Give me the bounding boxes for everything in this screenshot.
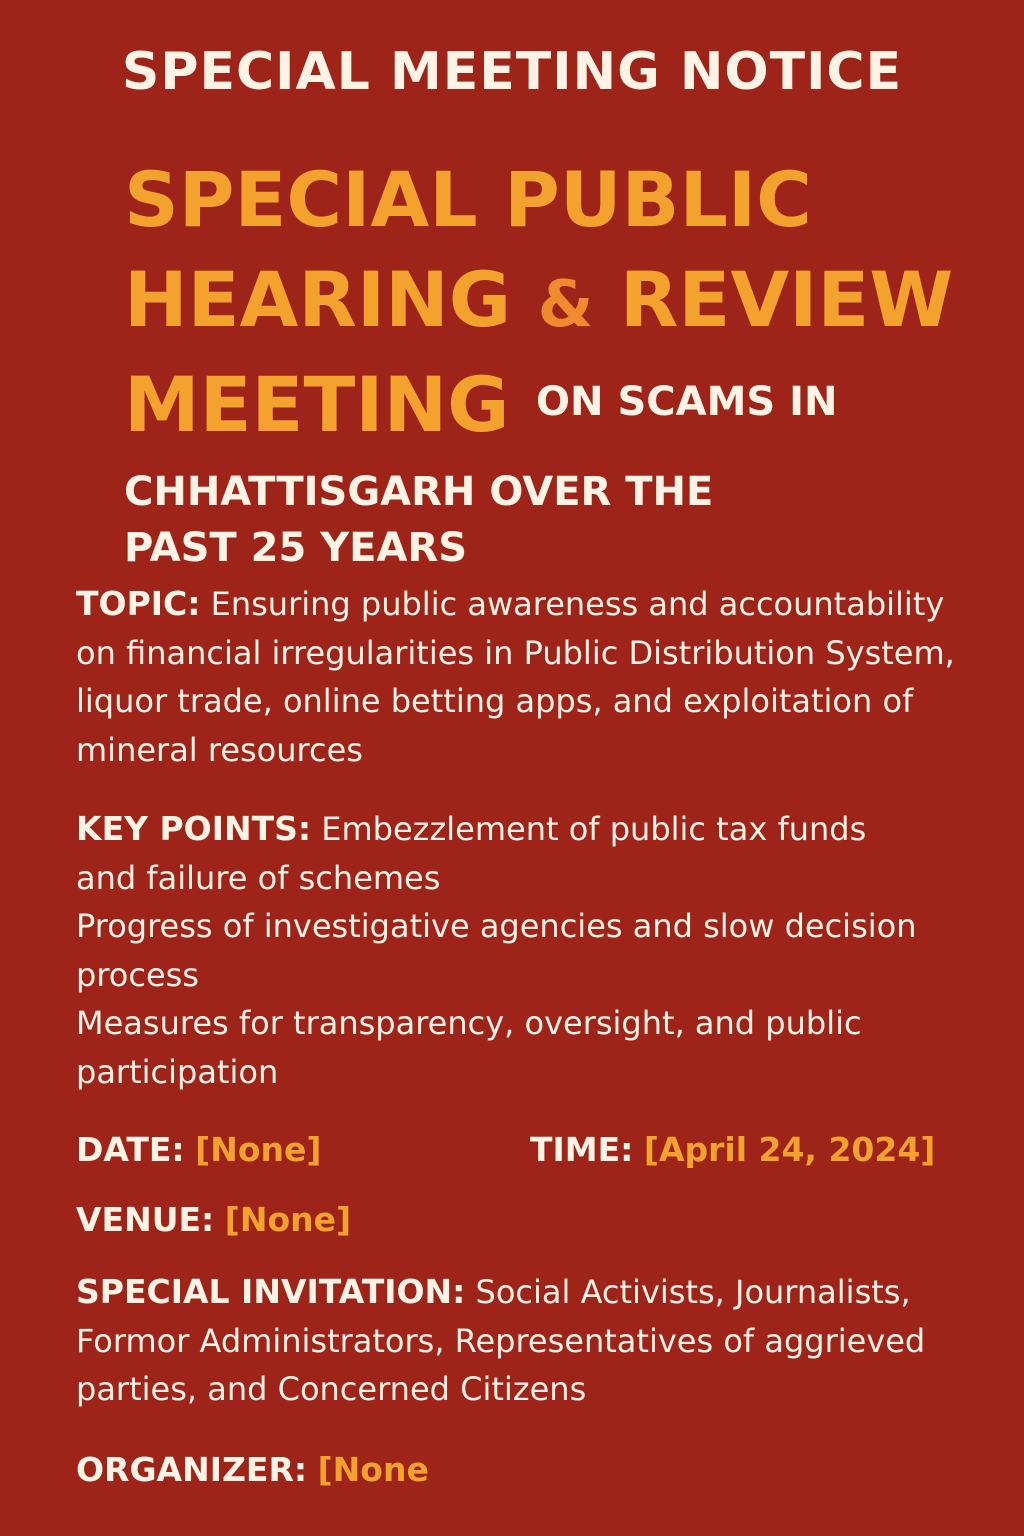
topic-text-4: mineral resources [76,730,363,769]
special-invitation-text-3: parties, and Concerned Citizens [76,1370,587,1408]
key-point-text-5: Measures for transparency, oversight, and public [76,1004,862,1042]
venue-row [76,1196,351,1244]
organizer-label: ORGANIZER: [76,1450,308,1489]
date-row [76,1126,321,1174]
headline [124,150,1004,576]
special-invitation-text-1: Social Activists, Journalists, [475,1273,911,1311]
headline-line-1: SPECIAL PUBLIC [124,155,812,244]
key-point-text-1: Embezzlement of public tax funds [321,810,867,848]
special-invitation-section [76,1268,1006,1414]
headline-meeting: MEETING [124,360,510,449]
topic-text-1: Ensuring public awareness and accountability [210,585,945,623]
key-point-text-2: and failure of schemes [76,858,441,897]
topic-text-2: on financial irregularities in Public Distribution System, [76,633,955,672]
headline-hearing: HEARING [124,255,512,344]
headline-line-4: CHHATTISGARH OVER THE [124,469,714,515]
headline-on-scams: ON SCAMS IN [536,379,838,425]
notice-title: SPECIAL MEETING NOTICE [121,42,903,102]
time-label: TIME: [530,1130,634,1169]
headline-line-5: PAST 25 YEARS [124,525,468,571]
key-points-label: KEY POINTS: [76,809,312,848]
venue-label: VENUE: [76,1200,215,1239]
headline-ampersand: & [537,268,594,342]
time-value: [April 24, 2024] [643,1130,936,1169]
date-label: DATE: [76,1130,185,1169]
organizer-value: [None [317,1450,429,1489]
date-value: [None] [195,1130,322,1169]
special-invitation-label: SPECIAL INVITATION: [76,1272,466,1311]
key-point-text-3: Progress of investigative agencies and slow decision [76,907,917,945]
special-invitation-text-2: Formor Administrators, Representatives of aggrieved [76,1321,926,1360]
topic-text-3: liquor trade, online betting apps, and exploitation of [76,682,914,720]
headline-line-2 [124,250,1004,355]
headline-review: REVIEW [619,255,954,344]
topic-section [76,580,1006,774]
key-points-section [76,805,1006,1096]
topic-label: TOPIC: [76,584,201,623]
venue-value: [None] [224,1200,352,1239]
organizer-row [76,1446,429,1494]
key-point-text-6: participation [76,1052,279,1091]
key-point-text-4: process [76,955,199,994]
headline-line-3 [124,355,1004,460]
time-row [530,1126,935,1174]
